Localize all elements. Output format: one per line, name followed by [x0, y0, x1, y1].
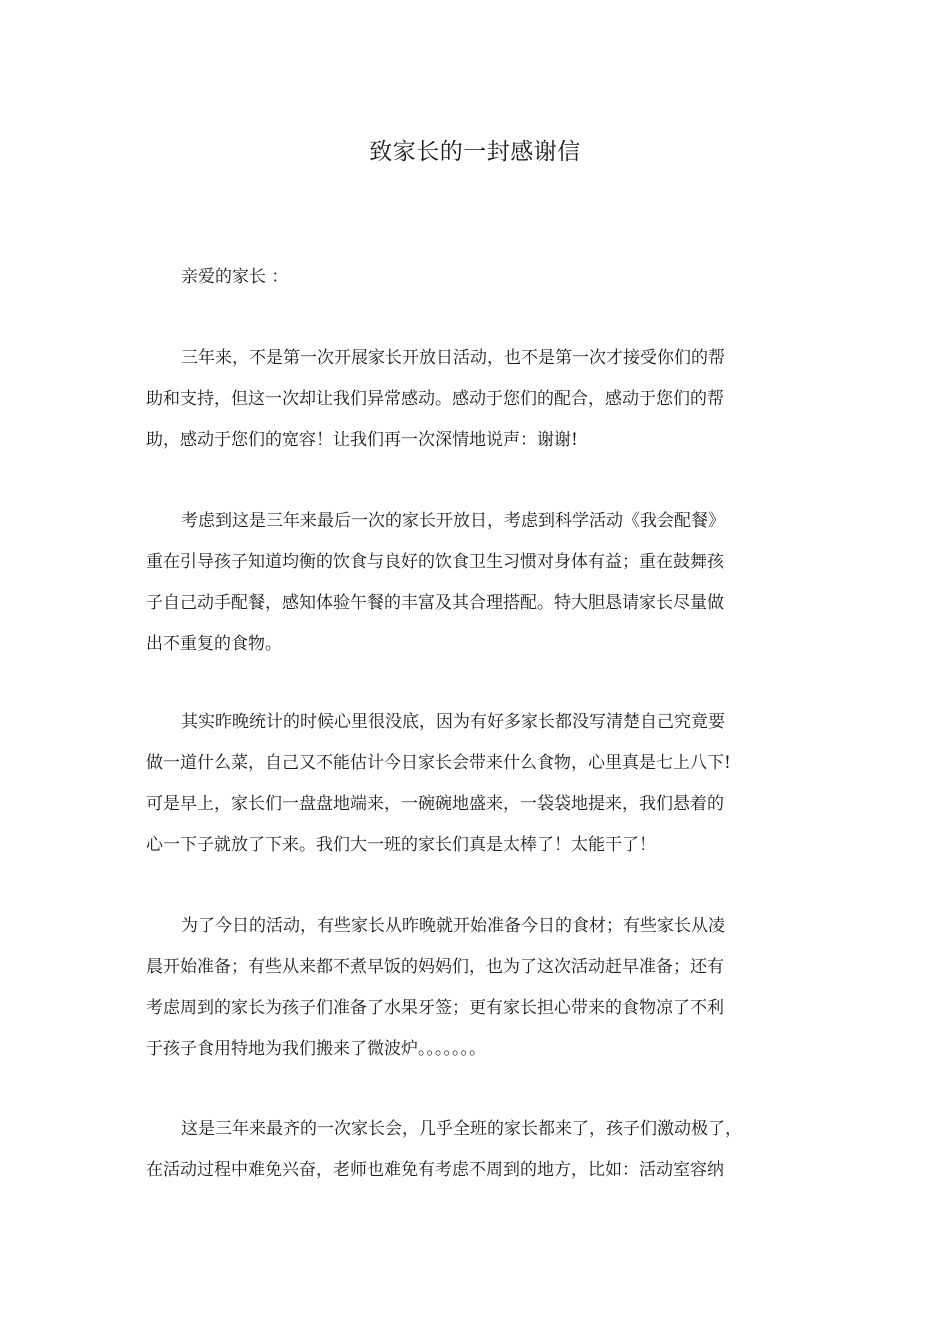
paragraph-line: 其实昨晚统计的时候心里很没底，因为有好多家长都没写清楚自己究竟要	[181, 712, 725, 732]
paragraph	[146, 1114, 806, 1196]
paragraph-line: 子自己动手配餐，感知体验午餐的丰富及其合理搭配。特大胆恳请家长尽量做	[146, 593, 724, 613]
paragraph-line: 晨开始准备；有些从来都不煮早饭的妈妈们，也为了这次活动赶早准备；还有	[146, 957, 724, 977]
paragraph-line: 做一道什么菜，自己又不能估计今日家长会带来什么食物，心里真是七上八下!	[146, 753, 731, 773]
paragraph	[146, 911, 806, 1075]
paragraph-line: 于孩子食用特地为我们搬来了微波炉。。。。。。。	[146, 1039, 486, 1059]
paragraph-line: 为了今日的活动，有些家长从昨晚就开始准备今日的食材；有些家长从凌	[181, 916, 725, 936]
paragraph-line: 考虑到这是三年来最后一次的家长开放日，考虑到科学活动《我会配餐》	[181, 511, 725, 531]
paragraph-line: 助和支持，但这一次却让我们异常感动。感动于您们的配合，感动于您们的帮	[146, 389, 724, 409]
paragraph-line: 出不重复的食物。	[146, 634, 282, 654]
paragraph-line: 这是三年来最齐的一次家长会，几乎全班的家长都来了，孩子们激动极了，	[181, 1119, 742, 1139]
paragraph-line: 重在引导孩子知道均衡的饮食与良好的饮食卫生习惯对身体有益；重在鼓舞孩	[146, 552, 724, 572]
paragraph-line: 考虑周到的家长为孩子们准备了水果牙签；更有家长担心带来的食物凉了不利	[146, 998, 724, 1018]
paragraph-line: 在活动过程中难免兴奋，老师也难免有考虑不周到的地方，比如：活动室容纳	[146, 1160, 724, 1180]
paragraph-line: 三年来，不是第一次开展家长开放日活动，也不是第一次才接受你们的帮	[181, 348, 725, 368]
paragraph	[146, 506, 806, 670]
paragraph	[146, 343, 806, 466]
paragraph	[146, 707, 806, 871]
letter-greeting: 亲爱的家长 ：	[181, 267, 289, 287]
paragraph-line: 可是早上，家长们一盘盘地端来，一碗碗地盛来，一袋袋地提来，我们悬着的	[146, 794, 724, 814]
letter-title: 致家长的一封感谢信	[369, 139, 581, 165]
paragraph-line: 助，感动于您们的宽容！让我们再一次深情地说声：谢谢!	[146, 430, 578, 450]
paragraph-line: 心一下子就放了下来。我们大一班的家长们真是太棒了！太能干了！	[146, 835, 656, 855]
